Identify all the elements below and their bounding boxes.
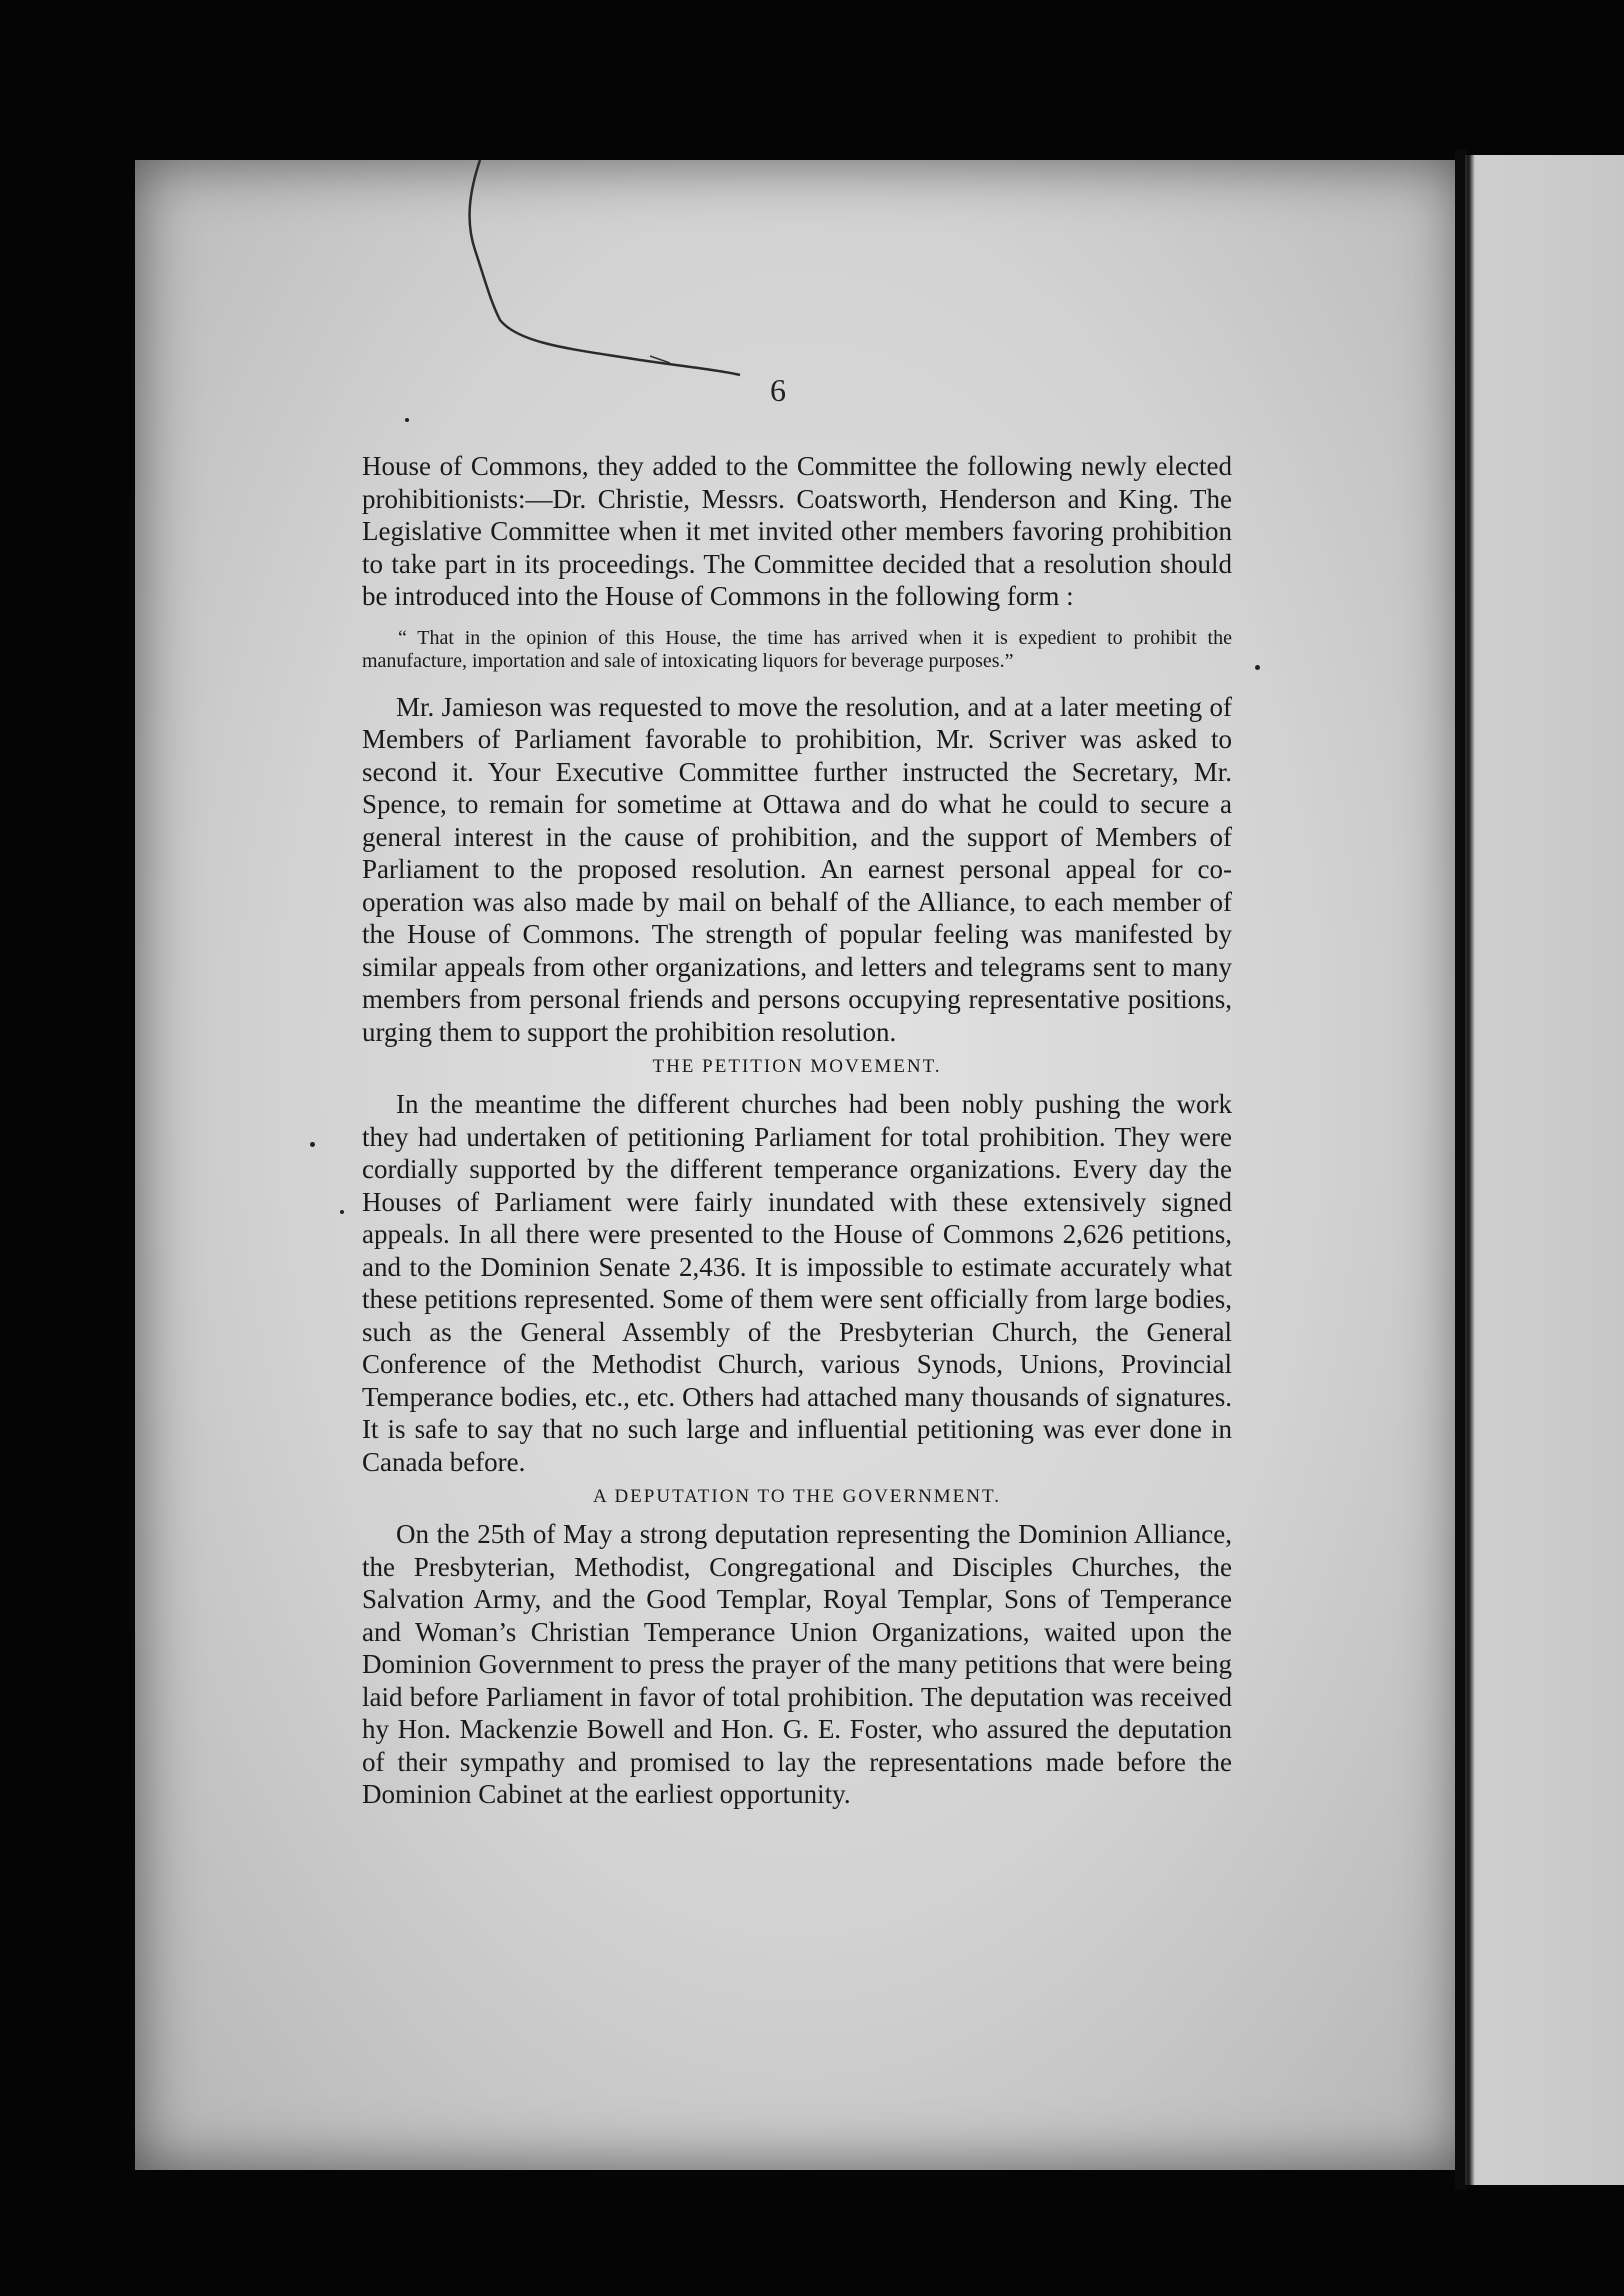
scan-speck — [340, 1210, 344, 1214]
paragraph-1: House of Commons, they added to the Committee the following newly elected prohibitionists:—Dr. Christie, Messrs. Coatsworth, Henderson and King. The Legislative Committee when it met invited other members favoring prohibition to take part in its proceedings. The Committee decided that a resolution should be introduced into the House of Commons in the following form : — [362, 451, 1232, 611]
pen-stroke-mark — [440, 160, 760, 390]
paragraph-3: In the meantime the different churches had been nobly pushing the work they had undertaken of petitioning Parliament for total prohibition. They were cordially supported by the different temperance organizations. Every day the Houses of Parliament were fairly inundated with these extensively signed appeals. In all there were presented to the House of Commons 2,626 petitions, and to the Dominion Senate 2,436. It is impossible to estimate accurately what these petitions represented. Some of them were sent officially from large bodies, such as the General Assembly of the Presbyterian Church, the General Conference of the Methodist Church, various Synods, Unions, Provincial Temperance bodies, etc., etc. Others had attached many thousands of signatures. It is safe to say that no such large and influential petitioning was ever done in Canada before. — [362, 1089, 1232, 1477]
scan-speck — [405, 418, 409, 422]
facing-page-edge — [1465, 155, 1624, 2185]
section-heading-deputation: A DEPUTATION TO THE GOVERNMENT. — [593, 1486, 1001, 1507]
paragraph-4: On the 25th of May a strong deputation representing the Dominion Alliance, the Presbyterian, Methodist, Congregational and Disciples Churches, the Salvation Army, and the Good Templar, Royal Templar, Sons of Temperance and Woman’s Christian Temperance Union Organizations, waited upon the Dominion Government to press the prayer of the many petitions that were being laid before Parliament in favor of total prohibition. The deputation was received hy Hon. Mackenzie Bowell and Hon. G. E. Foster, who assured the deputation of their sympathy and promised to lay the representations made before the Dominion Cabinet at the earliest opportunity. — [362, 1519, 1232, 1809]
resolution-quote: “ That in the opinion of this House, the time has arrived when it is expedient to prohibit the manufacture, importation and sale of intoxicating liquors for beverage purposes.” — [362, 626, 1232, 672]
scan-speck — [310, 1142, 315, 1147]
body-text — [362, 450, 1232, 1811]
scan-speck — [1255, 665, 1260, 670]
page-number: 6 — [770, 372, 786, 408]
section-heading-petition: THE PETITION MOVEMENT. — [652, 1056, 942, 1077]
paragraph-2: Mr. Jamieson was requested to move the resolution, and at a later meeting of Members of Parliament favorable to prohibition, Mr. Scriver was asked to second it. Your Executive Committee further instructed the Secretary, Mr. Spence, to remain for sometime at Ottawa and do what he could to secure a general interest in the cause of prohibition, and the support of Members of Parliament to the proposed resolution. An earnest personal appeal for co-operation was also made by mail on behalf of the Alliance, to each member of the House of Commons. The strength of popular feeling was manifested by similar appeals from other organizations, and letters and telegrams sent to many members from personal friends and persons occupying representative positions, urging them to support the prohibition resolution. — [362, 691, 1232, 1047]
